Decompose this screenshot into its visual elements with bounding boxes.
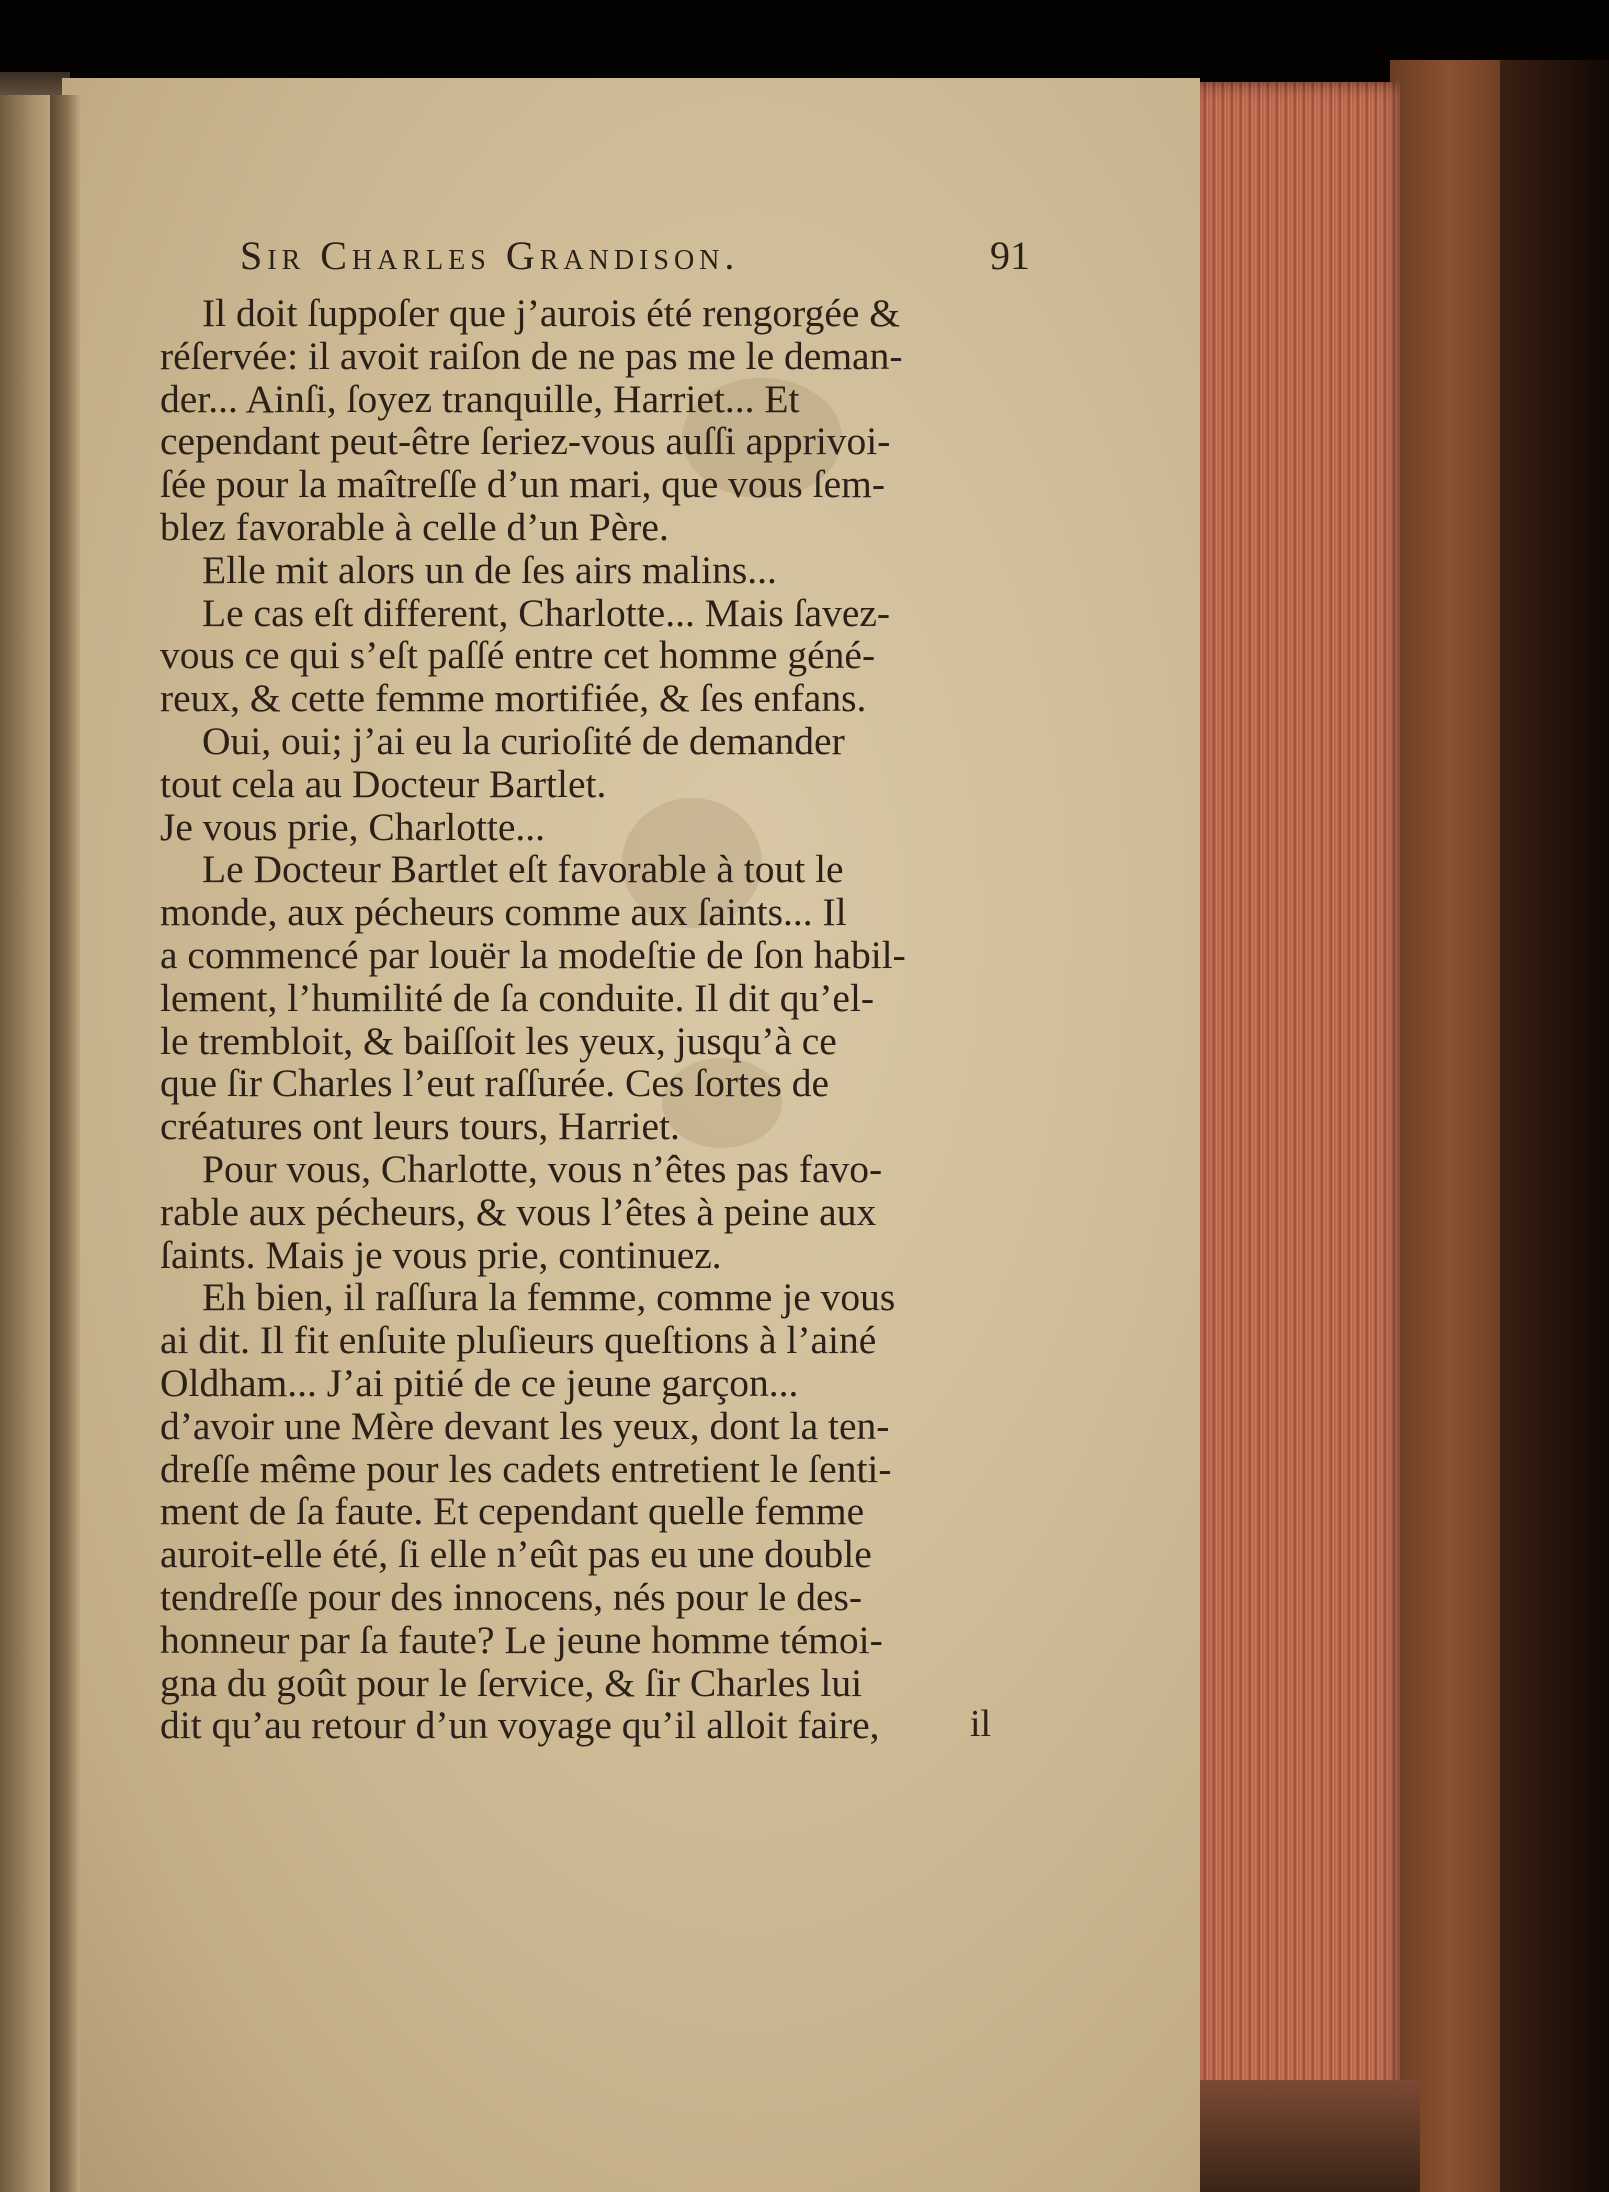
- fore-edge-bottom: [1190, 2080, 1420, 2192]
- text-line: cependant peut-être ſeriez-vous auſſi apprivoi-: [160, 419, 891, 464]
- text-line: que ſir Charles l’eut raſſurée. Ces ſortes de: [160, 1061, 830, 1106]
- page-number: 91: [990, 233, 1030, 278]
- text-line: créatures ont leurs tours, Harriet.: [160, 1104, 680, 1149]
- running-title: Sir Charles Grandison.: [240, 233, 740, 278]
- text-line: auroit-elle été, ſi elle n’eût pas eu une double: [160, 1532, 872, 1577]
- text-line: honneur par ſa faute? Le jeune homme témoi-: [160, 1617, 883, 1662]
- text-line: Il doit ſuppoſer que j’aurois été rengorgée &: [202, 291, 900, 335]
- text-line: reux, & cette femme mortifiée, & ſes enfans.: [160, 676, 867, 721]
- cover-shadow: [1500, 60, 1609, 2192]
- page-fore-edge: [1190, 82, 1400, 2112]
- text-line: réſervée: il avoit raiſon de ne pas me le deman-: [160, 333, 903, 378]
- text-line: rable aux pécheurs, & vous l’êtes à peine aux: [160, 1189, 877, 1234]
- text-line: ſaints. Mais je vous prie, continuez.: [160, 1232, 722, 1277]
- text-line: blez favorable à celle d’un Père.: [160, 504, 669, 549]
- text-line: der... Ainſi, ſoyez tranquille, Harriet... Et: [160, 376, 800, 421]
- text-line: Le cas eſt different, Charlotte... Mais ſavez-: [202, 590, 891, 635]
- book-gutter: [50, 95, 80, 2192]
- text-line: Je vous prie, Charlotte...: [160, 804, 546, 849]
- text-line: dreſſe même pour les cadets entretient le ſenti-: [160, 1446, 892, 1491]
- text-line: Eh bien, il raſſura la femme, comme je vous: [202, 1275, 896, 1320]
- text-line: tendreſſe pour des innocens, nés pour le des-: [160, 1574, 863, 1619]
- text-line: vous ce qui s’eſt paſſé entre cet homme géné-: [160, 633, 876, 678]
- text-line: gna du goût pour le ſervice, & ſir Charles lui: [160, 1660, 863, 1705]
- text-line: Le Docteur Bartlet eſt favorable à tout le: [202, 847, 844, 892]
- text-line: a commencé par louër la modeſtie de ſon habil-: [160, 932, 906, 977]
- text-line: tout cela au Docteur Bartlet.: [160, 761, 607, 806]
- text-line: ai dit. Il fit enſuite pluſieurs queſtions à l’ainé: [160, 1318, 877, 1363]
- running-head: [240, 232, 1030, 282]
- text-line: Oldham... J’ai pitié de ce jeune garçon...: [160, 1360, 799, 1405]
- text-line: ment de ſa faute. Et cependant quelle femme: [160, 1489, 865, 1534]
- text-line: d’avoir une Mère devant les yeux, dont la ten-: [160, 1403, 890, 1448]
- page-body-text: [160, 292, 1020, 1747]
- text-line: Pour vous, Charlotte, vous n’êtes pas favo-: [202, 1146, 883, 1191]
- text-line: ſée pour la maîtreſſe d’un mari, que vous ſem-: [160, 462, 886, 507]
- text-line: dit qu’au retour d’un voyage qu’il alloit faire,: [160, 1703, 880, 1748]
- text-line: le trembloit, & baiſſoit les yeux, jusqu’à ce: [160, 1018, 837, 1063]
- text-line: monde, aux pécheurs comme aux ſaints... Il: [160, 890, 847, 935]
- text-line: Elle mit alors un de ſes airs malins...: [202, 547, 777, 592]
- catchword: il: [970, 1703, 992, 1745]
- text-line: lement, l’humilité de ſa conduite. Il dit qu’el-: [160, 975, 875, 1020]
- text-line: Oui, oui; j’ai eu la curioſité de demander: [202, 718, 845, 763]
